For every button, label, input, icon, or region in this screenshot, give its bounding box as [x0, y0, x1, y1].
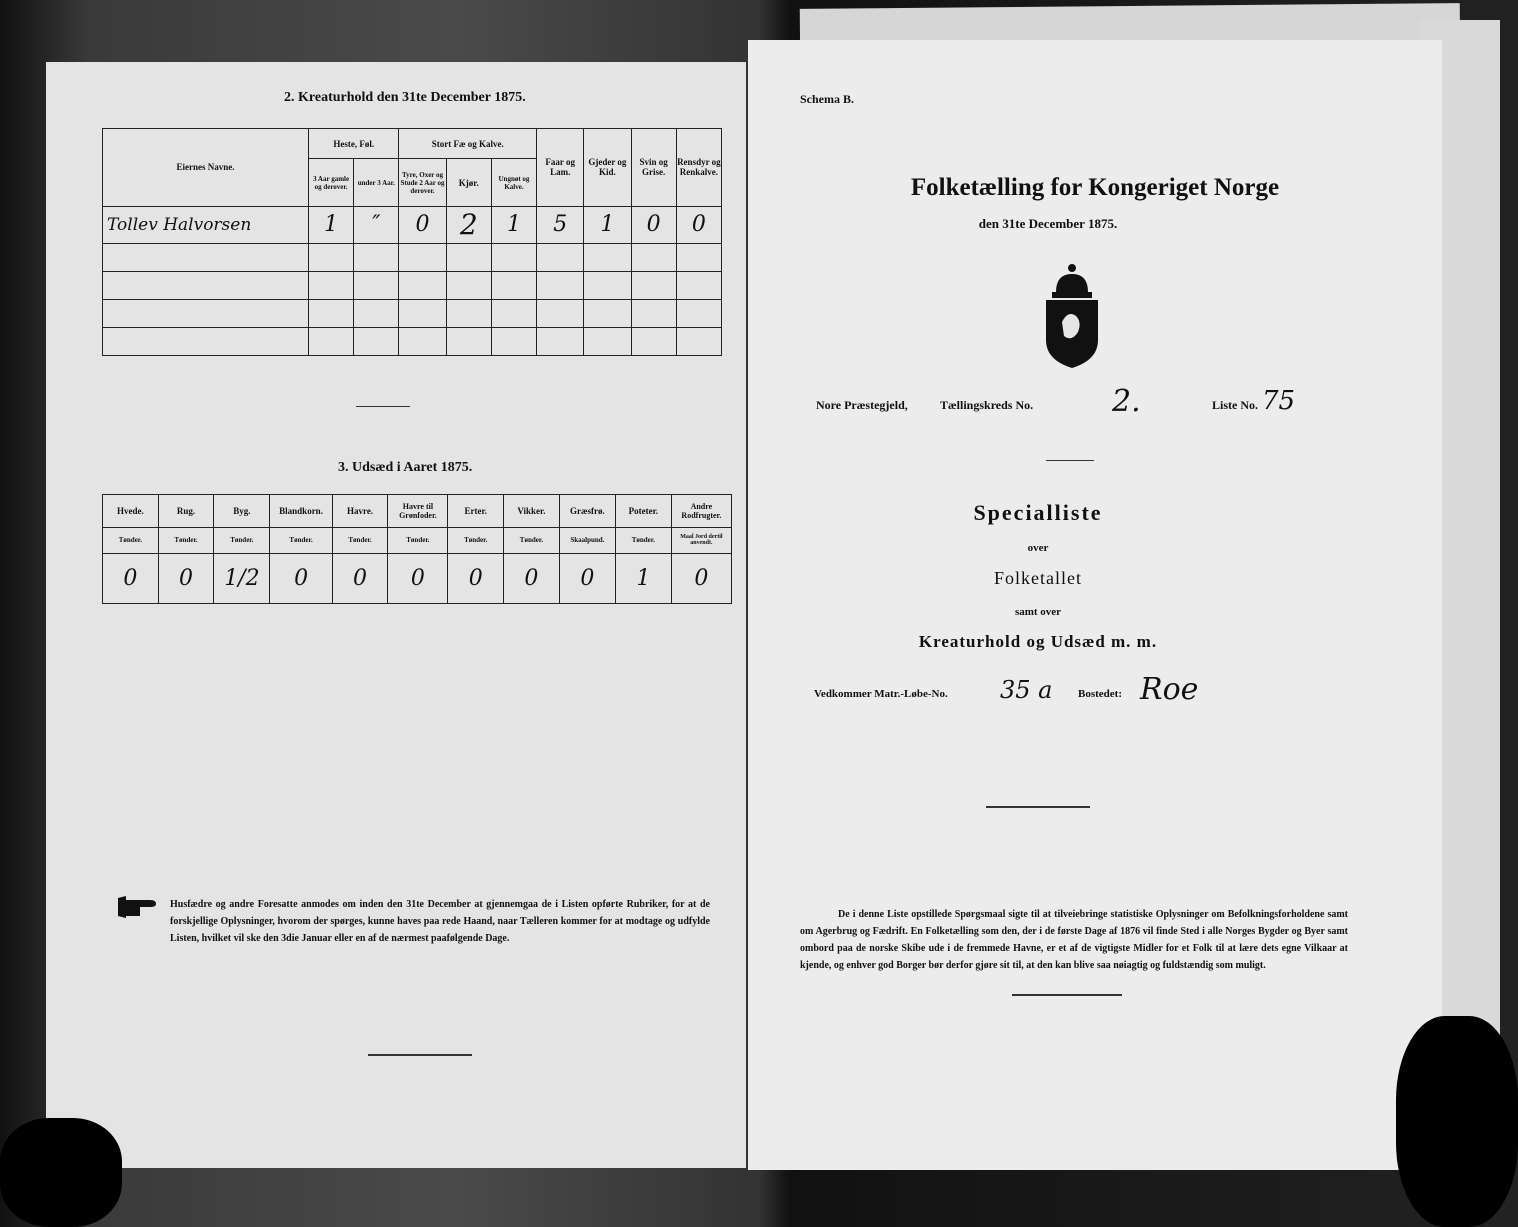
- cell-value: 1: [615, 553, 671, 603]
- unit: Tønder.: [504, 527, 560, 553]
- col-header: Poteter.: [615, 495, 671, 528]
- cell-value: 1: [584, 206, 631, 243]
- unit: Tønder.: [388, 527, 448, 553]
- cell-value: 0: [332, 553, 388, 603]
- unit: Tønder.: [214, 527, 270, 553]
- scan-shadow: [0, 1118, 122, 1227]
- pointing-hand-icon: [116, 894, 160, 920]
- cell-value: 0: [103, 553, 159, 603]
- owner-header: Eiernes Navne.: [103, 129, 309, 207]
- col-header: Græsfrø.: [559, 495, 615, 528]
- section2-title: 2. Kreaturhold den 31te December 1875.: [284, 90, 526, 105]
- unit: Tønder.: [615, 527, 671, 553]
- kreds-label: Tællingskreds No.: [940, 398, 1034, 412]
- horses-old-header: 3 Aar gamle og derover.: [308, 159, 353, 207]
- info-text: De i denne Liste opstillede Spørgsmaal sigte til at tilveiebringe statistiske Oplysninger om Befolkningsforholdene samt om Agerbrug og Fædrift. En Folketælling som den, der i de første Dage af 1876 vil finde Sted i alle Norges Bygder og Byer samt ombord paa de norske Skibe ude i de fremmede Havne, er et af de vigtigste Midler for et Folk til at lære dets egne Vilkaar at kjende, og enhver god Borger bør derfor gjøre sit til, at den kan blive saa nøiagtig og fuldstændig som muligt.: [800, 909, 1348, 971]
- goats-header: Gjeder og Kid.: [584, 129, 631, 207]
- col-header: Vikker.: [504, 495, 560, 528]
- specialliste-heading: Specialliste: [973, 500, 1103, 525]
- unit: Tønder.: [103, 527, 159, 553]
- col-header: Hvede.: [103, 495, 159, 528]
- unit: Maal Jord dertil anvendt.: [671, 527, 731, 553]
- unit: Tønder.: [158, 527, 214, 553]
- owner-name: Tollev Halvorsen: [103, 206, 309, 243]
- table-row: [103, 299, 722, 327]
- cell-value: 1: [308, 206, 353, 243]
- reindeer-header: Rensdyr og Renkalve.: [676, 129, 721, 207]
- matr-label: Vedkommer Matr.-Løbe-No.: [814, 688, 948, 700]
- bosted-label: Bostedet:: [1078, 688, 1122, 700]
- table-row: [103, 271, 722, 299]
- section3-title: 3. Udsæd i Aaret 1875.: [338, 460, 473, 475]
- cell-value: 0: [399, 206, 446, 243]
- cell-value: 0: [388, 553, 448, 603]
- col-header: Blandkorn.: [270, 495, 332, 528]
- coat-of-arms-icon: [1042, 262, 1102, 370]
- cell-value: 1: [491, 206, 536, 243]
- cell-value: 2: [446, 206, 491, 243]
- unit: Skaalpund.: [559, 527, 615, 553]
- cell-value: 0: [448, 553, 504, 603]
- cell-value: 0: [559, 553, 615, 603]
- col-header: Havre til Grønfoder.: [388, 495, 448, 528]
- calves-header: Ungnøt og Kalve.: [491, 159, 536, 207]
- cell-value: 0: [671, 553, 731, 603]
- divider: [368, 1054, 472, 1056]
- horses-young-header: under 3 Aar.: [354, 159, 399, 207]
- unit: Tønder.: [332, 527, 388, 553]
- cell-value: 0: [504, 553, 560, 603]
- divider: [1046, 460, 1094, 461]
- unit: Tønder.: [270, 527, 332, 553]
- cell-value: 0: [631, 206, 676, 243]
- cattle-header: Stort Fæ og Kalve.: [399, 129, 537, 159]
- cows-header: Kjør.: [446, 159, 491, 207]
- pigs-header: Svin og Grise.: [631, 129, 676, 207]
- sheep-header: Faar og Lam.: [537, 129, 584, 207]
- col-header: Andre Rodfrugter.: [671, 495, 731, 528]
- liste-value: 75: [1262, 386, 1296, 416]
- cell-value: 0: [270, 553, 332, 603]
- divider: [356, 406, 410, 407]
- livestock-table: [102, 128, 722, 356]
- divider: [986, 806, 1090, 808]
- prestegjeld-label: Nore Præstegjeld,: [816, 398, 908, 412]
- schema-label: Schema B.: [800, 92, 854, 106]
- cell-value: 0: [158, 553, 214, 603]
- scan-shadow: [1396, 1016, 1518, 1227]
- table-row: [103, 243, 722, 271]
- kreaturhold-heading: Kreaturhold og Udsæd m. m.: [918, 632, 1158, 651]
- table-row: [103, 206, 722, 243]
- liste-label: Liste No.: [1212, 398, 1258, 412]
- cell-value: 1/2: [214, 553, 270, 603]
- samt-over-text: samt over: [1014, 606, 1062, 618]
- left-page: [46, 62, 746, 1168]
- cell-value: 5: [537, 206, 584, 243]
- bulls-header: Tyre, Oxer og Stude 2 Aar og derover.: [399, 159, 446, 207]
- page-subtitle: den 31te December 1875.: [978, 216, 1118, 231]
- page-title: Folketælling for Kongeriget Norge: [910, 174, 1280, 201]
- cell-value: ″: [354, 206, 399, 243]
- cell-value: 0: [676, 206, 721, 243]
- table-row: [103, 553, 732, 603]
- divider: [1012, 994, 1122, 996]
- right-page: [748, 40, 1442, 1170]
- horses-header: Heste, Føl.: [308, 129, 398, 159]
- notice-text: Husfædre og andre Foresatte anmodes om inden den 31te December at gjennemgaa de i Listen opførte Rubriker, for at de forskjellige Oplysninger, hvorom der spørges, kunne haves paa rede Haand, naar Tælleren kommer for at modtage og udfylde Listen, hvilket vil ske den 3die Januar eller en af de nærmest paafølgende Dage.: [170, 899, 710, 944]
- unit: Tønder.: [448, 527, 504, 553]
- matr-value: 35 a: [1000, 676, 1053, 704]
- bosted-value: Roe: [1140, 672, 1199, 707]
- col-header: Byg.: [214, 495, 270, 528]
- kreds-value: 2.: [1112, 384, 1141, 419]
- col-header: Havre.: [332, 495, 388, 528]
- folketallet-heading: Folketallet: [994, 568, 1082, 588]
- table-row: [103, 327, 722, 355]
- col-header: Rug.: [158, 495, 214, 528]
- col-header: Erter.: [448, 495, 504, 528]
- over-text: over: [1027, 542, 1049, 554]
- sowing-table: [102, 494, 732, 604]
